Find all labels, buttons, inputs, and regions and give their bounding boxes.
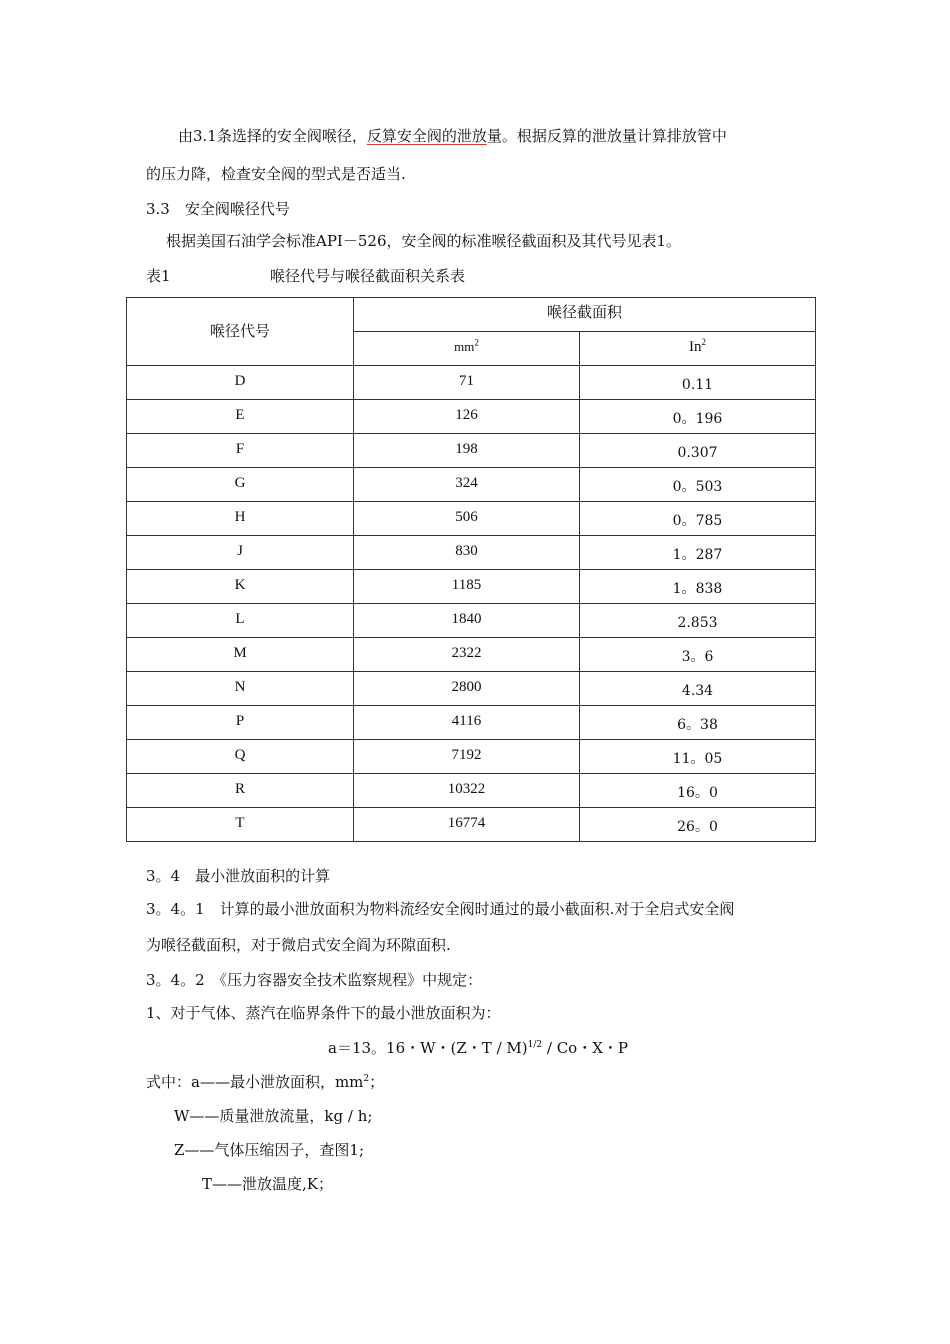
table-caption-label: 表1	[146, 267, 171, 285]
cell-in2: 4.34	[580, 672, 816, 706]
cell-in2: 0。503	[580, 468, 816, 502]
cell-code: L	[127, 604, 354, 638]
para-1-line-1	[178, 126, 727, 146]
table-row	[127, 740, 816, 774]
header-code: 喉径代号	[127, 298, 354, 366]
para-2: 根据美国石油学会标准API－526，安全阀的标准喉径截面积及其代号见表1。	[166, 232, 682, 250]
cell-in2: 0.307	[580, 434, 816, 468]
table-row	[127, 672, 816, 706]
cell-mm2: 2322	[354, 638, 580, 672]
where-z: Z——气体压缩因子，查图1;	[174, 1141, 365, 1159]
cell-code: P	[127, 706, 354, 740]
cell-mm2: 1185	[354, 570, 580, 604]
cell-mm2: 324	[354, 468, 580, 502]
where-w: W——质量泄放流量，kg / h;	[174, 1107, 373, 1125]
cell-code: H	[127, 502, 354, 536]
table-row	[127, 604, 816, 638]
table-header-row-1	[127, 298, 816, 332]
para-3-4-1-line-1: 3。4。1 计算的最小泄放面积为物料流经安全阀时通过的最小截面积.对于全启式安全阀	[146, 900, 735, 918]
cell-code: G	[127, 468, 354, 502]
cell-mm2: 2800	[354, 672, 580, 706]
cell-in2: 0.11	[580, 366, 816, 400]
where-t: T——泄放温度,K；	[202, 1175, 333, 1193]
heading-3-4: 3。4 最小泄放面积的计算	[146, 867, 331, 885]
cell-code: F	[127, 434, 354, 468]
table-row	[127, 536, 816, 570]
cell-code: N	[127, 672, 354, 706]
cell-mm2: 198	[354, 434, 580, 468]
cell-in2: 2.853	[580, 604, 816, 638]
cell-code: T	[127, 808, 354, 842]
throat-area-table	[126, 297, 816, 842]
cell-mm2: 16774	[354, 808, 580, 842]
table-row	[127, 706, 816, 740]
header-unit-mm2: $mm^2$	[354, 332, 580, 366]
table-body	[127, 366, 816, 842]
cell-in2: 11。05	[580, 740, 816, 774]
table-caption-title: 喉径代号与喉径截面积关系表	[270, 267, 466, 285]
cell-code: J	[127, 536, 354, 570]
table-row	[127, 638, 816, 672]
header-unit-in2: In$^2$	[580, 332, 816, 366]
para-1-line-2: 的压力降，检查安全阀的型式是否适当.	[146, 165, 406, 183]
cell-mm2: 1840	[354, 604, 580, 638]
cell-code: D	[127, 366, 354, 400]
cell-mm2: 830	[354, 536, 580, 570]
cell-code: Q	[127, 740, 354, 774]
para-1-post: 量。根据反算的泄放量计算排放管中	[486, 127, 727, 145]
cell-code: K	[127, 570, 354, 604]
table-row	[127, 400, 816, 434]
cell-in2: 3。6	[580, 638, 816, 672]
heading-3-3: 3.3 安全阀喉径代号	[146, 200, 290, 218]
cell-mm2: 506	[354, 502, 580, 536]
cell-in2: 1。287	[580, 536, 816, 570]
para-3-4-2: 3。4。2 《压力容器安全技术监察规程》中规定：	[146, 971, 483, 989]
cell-mm2: 4116	[354, 706, 580, 740]
cell-mm2: 71	[354, 366, 580, 400]
table-row	[127, 366, 816, 400]
cell-code: E	[127, 400, 354, 434]
cell-mm2: 7192	[354, 740, 580, 774]
where-a: 式中：a——最小泄放面积，$mm^2$；	[146, 1073, 385, 1091]
cell-in2: 6。38	[580, 706, 816, 740]
formula: a＝13。16・W・(Z・T / M)$^{1/2}$ / Co・Χ・P	[328, 1039, 628, 1057]
table-row	[127, 468, 816, 502]
header-area: 喉径截面积	[354, 298, 816, 332]
item-1: 1、对于气体、蒸汽在临界条件下的最小泄放面积为：	[146, 1004, 501, 1022]
cell-code: M	[127, 638, 354, 672]
cell-in2: 16。0	[580, 774, 816, 808]
cell-mm2: 126	[354, 400, 580, 434]
cell-in2: 26。0	[580, 808, 816, 842]
table-row	[127, 774, 816, 808]
cell-code: R	[127, 774, 354, 808]
cell-in2: 1。838	[580, 570, 816, 604]
para-3-4-1-line-2: 为喉径截面积，对于微启式安全阎为环隙面积.	[146, 936, 451, 954]
para-1-underlined: 反算安全阀的泄放	[366, 127, 487, 145]
table-row	[127, 502, 816, 536]
cell-mm2: 10322	[354, 774, 580, 808]
cell-in2: 0。196	[580, 400, 816, 434]
table-row	[127, 808, 816, 842]
table-row	[127, 570, 816, 604]
cell-in2: 0。785	[580, 502, 816, 536]
table-row	[127, 434, 816, 468]
para-1-pre: 由3.1条选择的安全阀喉径，	[178, 127, 367, 145]
